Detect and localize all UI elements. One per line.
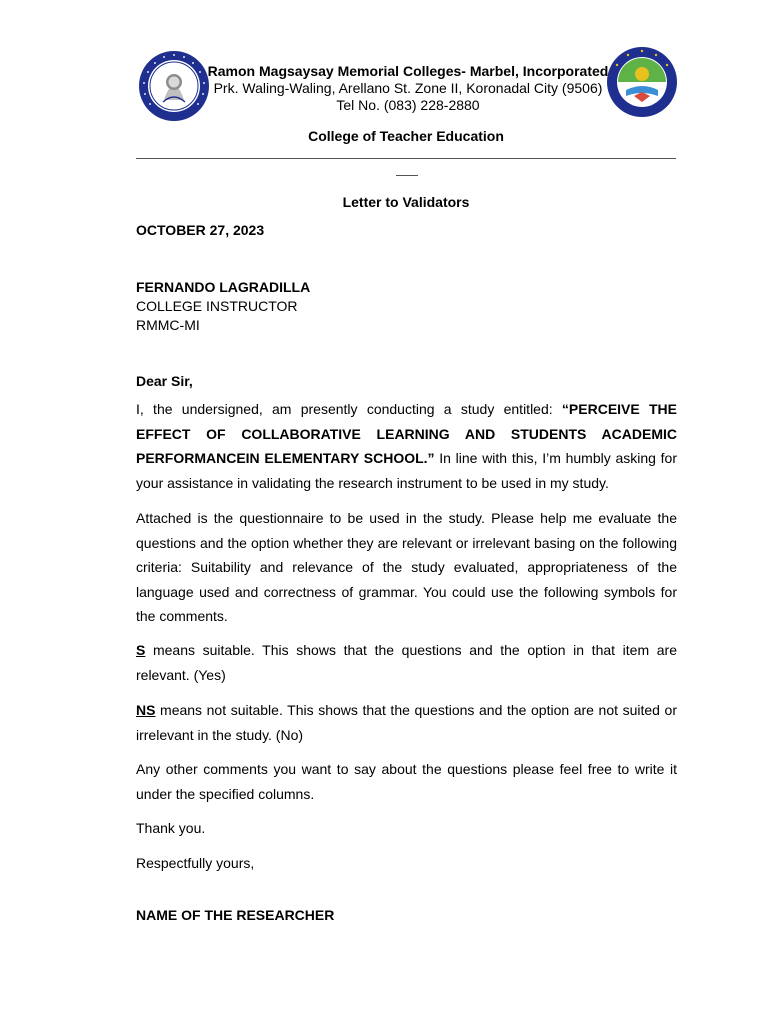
salutation: Dear Sir, [136, 373, 193, 389]
paragraph-not-suitable [136, 698, 677, 747]
recipient-position: COLLEGE INSTRUCTOR [136, 298, 298, 314]
not-suitable-text: means not suitable. This shows that the questions and the option are not suited or irrelevant in the study. (No) [136, 702, 677, 743]
institution-name: Ramon Magsaysay Memorial Colleges- Marbel, Incorporated [207, 63, 609, 79]
paragraph-instructions: Attached is the questionnaire to be used in the study. Please help me evaluate the questions and the option whether they are relevant or irrelevant basing on the following criteria: Suitability and relevance of the study evaluated, appropriateness of the language used and correctness of grammar. You could use the following symbols for the comments. [136, 510, 677, 624]
suitable-text: means suitable. This shows that the questions and the option in that item are relevant. (Yes) [136, 642, 677, 683]
recipient-organization: RMMC-MI [136, 317, 200, 333]
intro-rest: In line with this, I’m humbly asking for your assistance in validating the research instrument to be used in my study. [136, 450, 677, 491]
header-divider-stub [396, 175, 418, 176]
closing: Respectfully yours, [136, 855, 255, 871]
college-name: College of Teacher Education [308, 128, 504, 144]
cte-seal-icon [606, 46, 678, 118]
paragraph-comments: Any other comments you want to say about the questions please feel free to write it under the specified columns. [136, 761, 677, 802]
letter-title: Letter to Validators [342, 194, 470, 210]
paragraph-suitable [136, 638, 677, 687]
letterhead [200, 63, 616, 114]
symbol-ns: NS [136, 702, 156, 718]
institution-address: Prk. Waling-Waling, Arellano St. Zone II, Koronadal City (9506) [213, 80, 603, 96]
symbol-s: S [136, 642, 146, 658]
study-title: “PERCEIVE THE EFFECT OF COLLABORATIVE LEARNING AND STUDENTS ACADEMIC PERFORMANCEIN ELEMENTARY SCHOOL.” [136, 401, 677, 466]
intro-text: I, the undersigned, am presently conducting a study entitled: [136, 401, 562, 417]
paragraph-intro [136, 397, 677, 495]
recipient-block [136, 278, 677, 335]
institution-phone: Tel No. (083) 228-2880 [336, 97, 480, 113]
thank-you: Thank you. [136, 820, 206, 836]
header-divider [136, 158, 676, 159]
signature-name: NAME OF THE RESEARCHER [136, 907, 335, 923]
letter-date: OCTOBER 27, 2023 [136, 222, 265, 238]
recipient-name: FERNANDO LAGRADILLA [136, 279, 311, 295]
